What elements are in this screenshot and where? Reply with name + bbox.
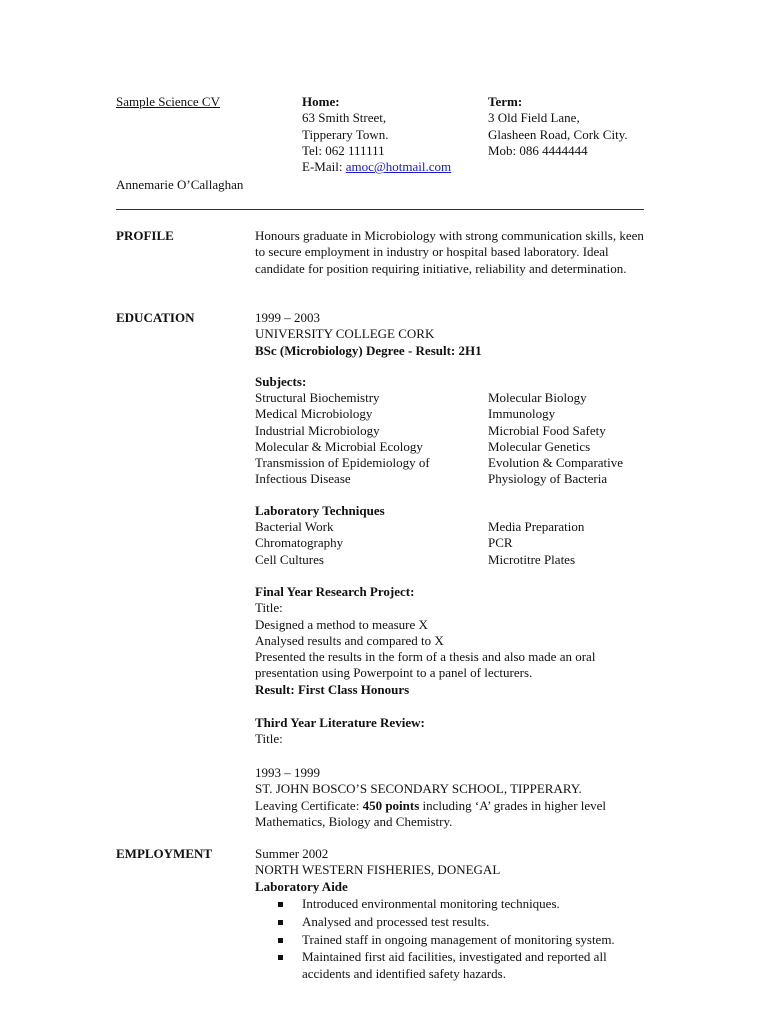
home-label: Home: xyxy=(302,94,340,109)
duty-text: Maintained first aid facilities, investigated and reported all accidents and identified safety hazards. xyxy=(302,949,607,981)
duty-text: Analysed and processed test results. xyxy=(302,913,490,929)
degree-result: BSc (Microbiology) Degree - Result: 2H1 xyxy=(255,342,482,358)
subjects-title: Subjects: xyxy=(255,374,307,389)
employment-heading: EMPLOYMENT xyxy=(116,846,213,861)
home-line1: 63 Smith Street, xyxy=(302,110,387,126)
profile-heading: PROFILE xyxy=(116,228,174,243)
subject-item: Molecular & Microbial Ecology xyxy=(255,438,423,454)
subject-item: Transmission of Epidemiology of xyxy=(255,455,430,471)
subject-item: Physiology of Bacteria xyxy=(488,471,608,487)
review-title: Third Year Literature Review: xyxy=(255,715,425,730)
lab-item: Bacterial Work xyxy=(255,519,334,534)
square-bullet-icon xyxy=(278,955,283,960)
header-divider xyxy=(116,209,644,210)
project-result: Result: First Class Honours xyxy=(255,681,410,697)
leaving-cert-line2: Mathematics, Biology and Chemistry. xyxy=(255,813,453,829)
employment-block xyxy=(255,846,655,895)
subject-item: Infectious Disease xyxy=(255,471,351,487)
lab-item: Media Preparation xyxy=(488,519,585,534)
square-bullet-icon xyxy=(278,902,283,907)
profile-text: Honours graduate in Microbiology with strong communication skills, keen to secure employment in industry or hospital based laboratory. Ideal candidate for position requiring initiative, reliability and determination. xyxy=(255,228,644,276)
subject-item: Industrial Microbiology xyxy=(255,422,380,438)
list-item xyxy=(278,949,642,982)
employer-name: NORTH WESTERN FISHERIES, DONEGAL xyxy=(255,862,501,878)
candidate-name: Annemarie O’Callaghan xyxy=(116,177,244,192)
education-heading: EDUCATION xyxy=(116,310,195,325)
subject-item: Medical Microbiology xyxy=(255,406,373,422)
square-bullet-icon xyxy=(278,920,283,925)
leaving-pre: Leaving Certificate: xyxy=(255,797,363,813)
list-item xyxy=(278,896,658,912)
review-line: Title: xyxy=(255,731,283,747)
leaving-post: including ‘A’ grades in higher level xyxy=(419,797,607,813)
email-link[interactable]: amoc@hotmail.com xyxy=(345,159,452,175)
list-item xyxy=(278,932,658,948)
subject-item: Evolution & Comparative xyxy=(488,455,624,471)
subject-item: Molecular Genetics xyxy=(488,438,591,454)
university-block xyxy=(255,310,655,359)
duty-text: Introduced environmental monitoring techniques. xyxy=(302,896,560,911)
lab-item: Microtitre Plates xyxy=(488,551,576,567)
lab-right-list xyxy=(488,519,688,568)
leaving-cert-line xyxy=(255,798,655,814)
project-line: presentation using Powerpoint to a panel of lecturers. xyxy=(255,665,533,681)
subjects-right-list xyxy=(488,390,688,488)
subject-item: Molecular Biology xyxy=(488,390,587,405)
employment-period: Summer 2002 xyxy=(255,846,329,861)
subject-item: Immunology xyxy=(488,406,556,422)
home-line2: Tipperary Town. xyxy=(302,126,389,142)
project-title: Final Year Research Project: xyxy=(255,584,415,599)
lab-item: Chromatography xyxy=(255,535,344,551)
duties-list xyxy=(278,896,658,983)
home-address-block xyxy=(302,94,451,175)
document-title: Sample Science CV xyxy=(116,94,220,109)
lab-techniques-title: Laboratory Techniques xyxy=(255,503,385,518)
subject-item: Microbial Food Safety xyxy=(488,422,606,438)
project-line: Title: xyxy=(255,600,283,616)
duty-text: Trained staff in ongoing management of monitoring system. xyxy=(302,931,615,947)
project-line: Analysed results and compared to X xyxy=(255,632,444,648)
term-label: Term: xyxy=(488,94,523,109)
lab-item: PCR xyxy=(488,535,513,551)
school-name: ST. JOHN BOSCO’S SECONDARY SCHOOL, TIPPERARY. xyxy=(255,781,582,797)
project-line: Presented the results in the form of a thesis and also made an oral xyxy=(255,649,596,665)
literature-review-block xyxy=(255,715,655,748)
term-line2: Glasheen Road, Cork City. xyxy=(488,126,628,142)
leaving-points: 450 points xyxy=(362,797,420,813)
term-line1: 3 Old Field Lane, xyxy=(488,110,580,126)
subject-item: Structural Biochemistry xyxy=(255,390,380,405)
lab-left-list xyxy=(255,519,485,568)
subjects-left-list xyxy=(255,390,485,488)
job-role: Laboratory Aide xyxy=(255,878,348,894)
research-project-block xyxy=(255,584,655,698)
lab-item: Cell Cultures xyxy=(255,551,324,567)
university-years: 1999 – 2003 xyxy=(255,310,320,325)
term-address-block xyxy=(488,94,628,159)
email-label: E-Mail: xyxy=(302,159,346,175)
home-email-row xyxy=(302,159,451,175)
university-name: UNIVERSITY COLLEGE CORK xyxy=(255,326,435,342)
home-tel: Tel: 062 111111 xyxy=(302,142,385,158)
school-block xyxy=(255,765,655,830)
list-item xyxy=(278,914,658,930)
term-mob: Mob: 086 4444444 xyxy=(488,142,588,158)
school-years: 1993 – 1999 xyxy=(255,765,320,780)
square-bullet-icon xyxy=(278,938,283,943)
project-line: Designed a method to measure X xyxy=(255,616,428,632)
